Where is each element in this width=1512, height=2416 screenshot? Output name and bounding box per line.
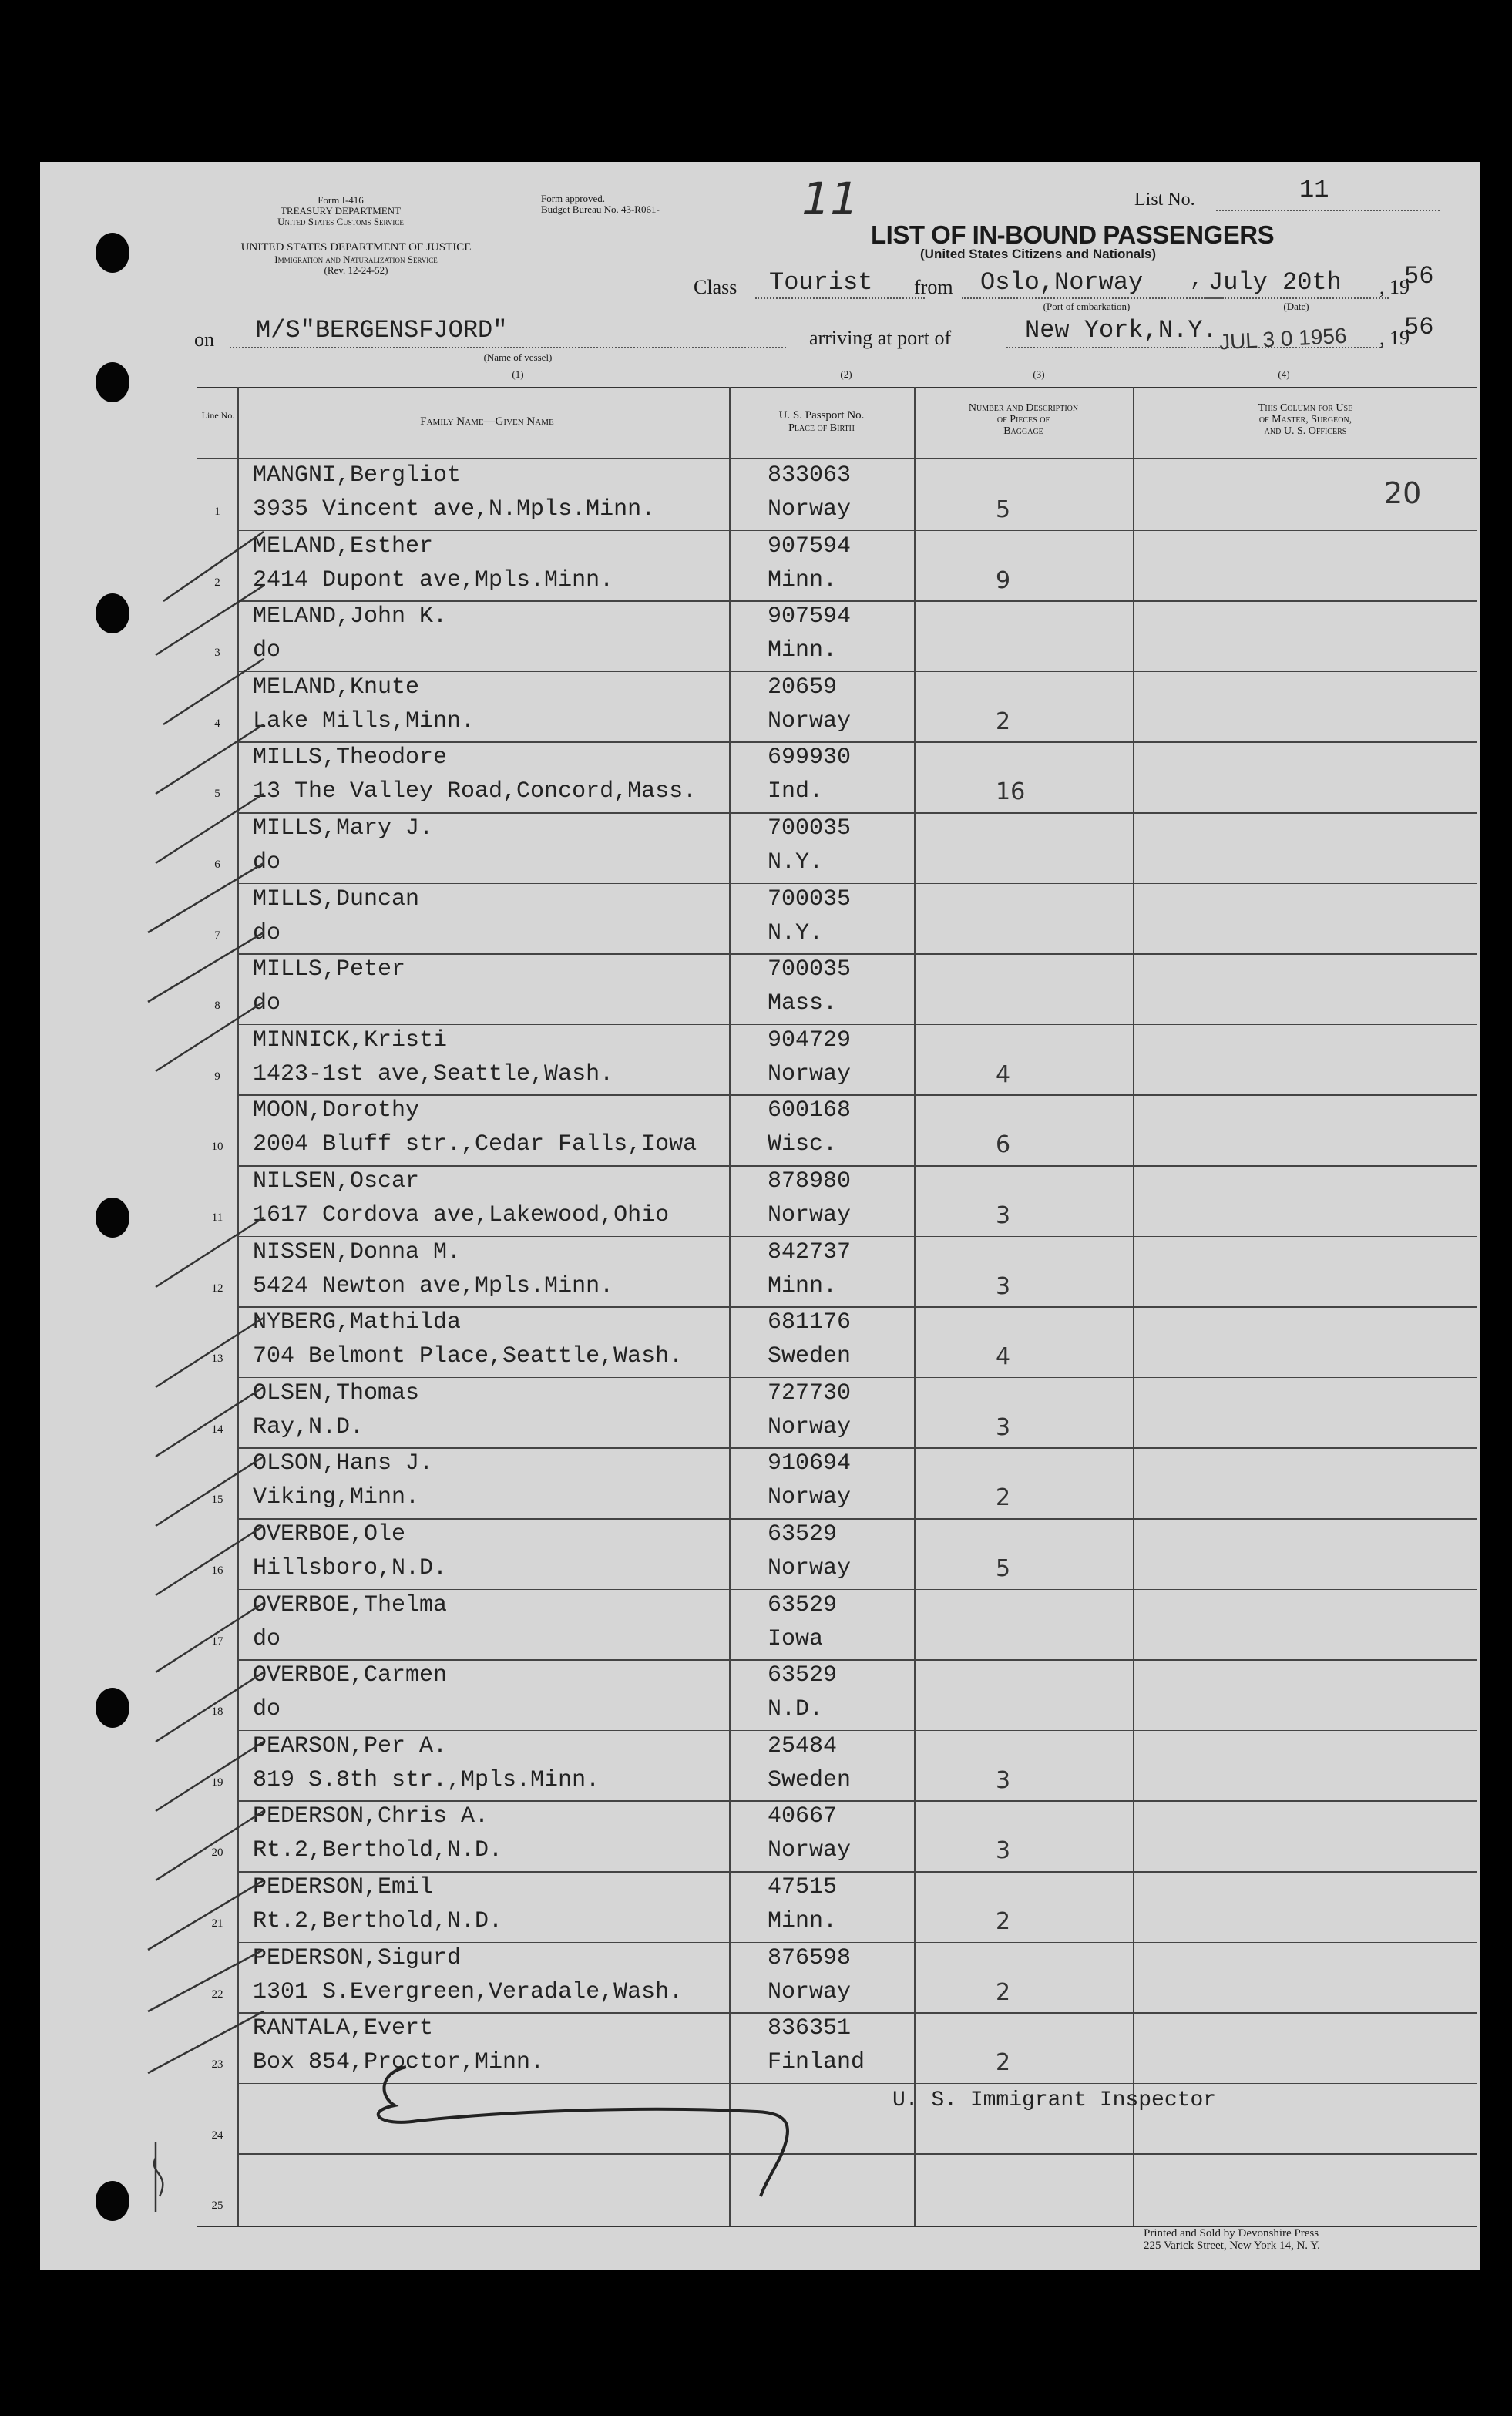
line-number: 2 [214,576,220,589]
line-number: 13 [211,1352,223,1366]
passenger-address: 2004 Bluff str.,Cedar Falls,Iowa [253,1131,697,1158]
justice-dept: UNITED STATES DEPARTMENT OF JUSTICE [240,241,472,254]
class-label: Class [694,276,738,298]
list-no-label: List No. [1134,190,1195,210]
place-of-birth: Norway [768,1060,852,1087]
passenger-address: do [253,1625,281,1652]
passenger-name: MILLS,Duncan [253,885,420,912]
date-value: July 20th [1208,268,1342,297]
place-of-birth: Minn. [768,1272,838,1299]
line-number: 20 [211,1846,223,1860]
printer-line-1: Printed and Sold by Devonshire Press [1144,2227,1319,2240]
baggage-count: 3 [996,1766,1011,1794]
punch-hole [96,1688,129,1728]
header-name: Family Name—Given Name [420,415,554,428]
place-of-birth: N.Y. [768,919,824,946]
place-of-birth: Norway [768,1484,852,1511]
passenger-address: 2414 Dupont ave,Mpls.Minn. [253,566,614,593]
place-of-birth: Norway [768,707,852,734]
line-number: 25 [211,2199,223,2213]
passenger-name: OVERBOE,Thelma [253,1591,448,1618]
col-num-1: (1) [512,368,524,380]
passenger-name: PEDERSON,Chris A. [253,1803,489,1830]
passport-number: 836351 [768,2015,852,2042]
passenger-address: do [253,919,281,946]
passenger-name: OVERBOE,Ole [253,1521,406,1547]
place-of-birth: Norway [768,1978,852,2005]
passenger-name: OLSEN,Thomas [253,1379,420,1406]
year-value: 56 [1404,262,1434,291]
from-label: from [914,276,953,298]
passenger-address: 1301 S.Evergreen,Veradale,Wash. [253,1978,684,2005]
passport-number: 47515 [768,1874,838,1900]
revision: (Rev. 12-24-52) [324,264,388,276]
arrival-port: New York,N.Y. [1025,316,1218,344]
passenger-name: MELAND,Knute [253,674,420,701]
place-of-birth: Minn. [768,1908,838,1934]
officer-note: 20 [1384,476,1422,510]
form-number: Form I-416 [318,194,364,206]
passport-number: 681176 [768,1309,852,1336]
line-number: 7 [214,929,220,942]
passenger-address: do [253,849,281,875]
class-line [755,297,925,299]
list-no-value: 11 [1299,176,1329,204]
baggage-count: 5 [996,496,1011,523]
inspector-label: U. S. Immigrant Inspector [892,2088,1217,2112]
header-baggage-2: of Pieces of [996,414,1050,425]
place-of-birth: Minn. [768,637,838,664]
punch-hole [96,1198,129,1238]
checkmark-strokes [133,501,271,2243]
port-embark-caption: (Port of embarkation) [1043,301,1131,312]
header-passport: U. S. Passport No. [778,409,865,422]
passenger-address: 819 S.8th str.,Mpls.Minn. [253,1766,600,1793]
passenger-name: MOON,Dorothy [253,1097,420,1124]
passenger-name: NISSEN,Donna M. [253,1238,462,1265]
line-number: 12 [211,1282,223,1295]
line-number: 5 [214,788,220,801]
passenger-name: NYBERG,Mathilda [253,1309,462,1336]
arrival-year-prefix: , 19 [1379,327,1410,349]
baggage-count: 3 [996,1272,1011,1300]
punch-hole [96,233,129,273]
date-line [1204,297,1389,299]
line-number: 22 [211,1988,223,2001]
place-of-birth: Mass. [768,990,838,1017]
passport-number: 40667 [768,1803,838,1830]
passport-number: 63529 [768,1662,838,1689]
baggage-count: 4 [996,1060,1011,1088]
baggage-count: 3 [996,1202,1011,1229]
punch-hole [96,362,129,402]
class-value: Tourist [769,268,873,297]
passenger-address: Viking,Minn. [253,1484,420,1511]
passenger-name: MANGNI,Bergliot [253,462,462,489]
passenger-name: OLSON,Hans J. [253,1450,434,1477]
passport-number: 699930 [768,744,852,771]
line-number: 15 [211,1494,223,1507]
passport-number: 25484 [768,1732,838,1759]
passport-number: 876598 [768,1944,852,1971]
passenger-address: do [253,637,281,664]
passport-number: 600168 [768,1097,852,1124]
date-caption: (Date) [1283,301,1309,312]
passport-number: 907594 [768,533,852,559]
baggage-count: 3 [996,1837,1011,1865]
passenger-address: 3935 Vincent ave,N.Mpls.Minn. [253,496,656,523]
passport-number: 833063 [768,462,852,489]
baggage-count: 2 [996,1908,1011,1935]
passenger-name: MELAND,Esther [253,533,434,559]
place-of-birth: N.Y. [768,849,824,875]
passenger-address: Lake Mills,Minn. [253,707,475,734]
passport-number: 700035 [768,956,852,983]
passenger-address: do [253,1696,281,1723]
vessel-caption: (Name of vessel) [483,351,553,363]
line-number: 4 [214,717,220,730]
header-officer-2: of Master, Surgeon, [1258,414,1352,425]
punch-hole [96,593,129,633]
baggage-count: 2 [996,2049,1011,2077]
passport-number: 700035 [768,885,852,912]
handwritten-number: 11 [795,173,865,225]
line-number: 14 [211,1423,223,1436]
place-of-birth: Minn. [768,566,838,593]
vessel-line [230,347,786,348]
ins-service: Immigration and Naturalization Service [274,254,438,265]
passenger-address: 704 Belmont Place,Seattle,Wash. [253,1343,684,1370]
passenger-name: PEARSON,Per A. [253,1732,448,1759]
passenger-name: MELAND,John K. [253,603,448,630]
header-birthplace: Place of Birth [788,422,855,434]
passport-number: 842737 [768,1238,852,1265]
place-of-birth: Norway [768,1413,852,1440]
page-title: LIST OF IN-BOUND PASSENGERS [871,220,1275,249]
col-num-3: (3) [1033,368,1045,380]
line-number: 11 [211,1211,223,1224]
line-number: 8 [214,1000,220,1013]
header-baggage-1: Number and Description [968,402,1079,414]
inspector-signature [348,2050,842,2204]
printer-line-2: 225 Varick Street, New York 14, N. Y. [1144,2240,1320,2252]
header-line-no: Line No. [201,410,235,421]
line-number: 17 [211,1635,223,1648]
passenger-address: Rt.2,Berthold,N.D. [253,1908,503,1934]
punch-hole [96,2181,129,2221]
passenger-address: 1423-1st ave,Seattle,Wash. [253,1060,614,1087]
passenger-name: MILLS,Theodore [253,744,448,771]
place-of-birth: Finland [768,2049,865,2076]
place-of-birth: Norway [768,1555,852,1581]
header-officer-1: This Column for Use [1258,402,1353,414]
arriving-label: arriving at port of [809,327,952,349]
passport-number: 727730 [768,1379,852,1406]
place-of-birth: Sweden [768,1766,852,1793]
baggage-count: 3 [996,1413,1011,1441]
baggage-count: 16 [996,778,1026,806]
place-of-birth: Ind. [768,778,824,805]
passenger-name: PEDERSON,Emil [253,1874,434,1900]
line-number: 23 [211,2058,223,2072]
passport-number: 700035 [768,815,852,842]
passenger-address: 5424 Newton ave,Mpls.Minn. [253,1272,614,1299]
header-baggage-3: Baggage [1003,425,1043,437]
passport-number: 63529 [768,1591,838,1618]
budget-bureau: Budget Bureau No. 43-R061- [541,203,660,215]
page-subtitle: (United States Citizens and Nationals) [920,247,1157,261]
list-no-line [1216,210,1440,211]
on-label: on [194,328,214,351]
passport-number: 20659 [768,674,838,701]
passport-number: 907594 [768,603,852,630]
passenger-address: Ray,N.D. [253,1413,365,1440]
customs-service: United States Customs Service [277,216,404,227]
passport-number: 910694 [768,1450,852,1477]
line-number: 1 [214,506,220,518]
place-of-birth: Norway [768,1837,852,1864]
port-of-embarkation: Oslo,Norway [980,268,1144,297]
passenger-address: Box 854,Proctor,Minn. [253,2049,545,2076]
vessel-name: M/S"BERGENSFJORD" [256,316,508,344]
passenger-address: do [253,990,281,1017]
baggage-count: 4 [996,1343,1011,1371]
col-num-2: (2) [840,368,852,380]
place-of-birth: Norway [768,1202,852,1228]
baggage-count: 2 [996,1978,1011,2006]
arrival-date-stamp: JUL 3 0 1956 [1218,323,1348,355]
passenger-name: RANTALA,Evert [253,2015,434,2042]
passenger-name: OVERBOE,Carmen [253,1662,448,1689]
passport-number: 63529 [768,1521,838,1547]
line-number: 24 [211,2129,223,2142]
line-number: 3 [214,647,220,660]
place-of-birth: Norway [768,496,852,523]
place-of-birth: Iowa [768,1625,824,1652]
line-number: 18 [211,1705,223,1719]
baggage-count: 5 [996,1555,1011,1582]
line-number: 21 [211,1917,223,1930]
year-prefix: , 19 [1379,276,1410,298]
passenger-name: MINNICK,Kristi [253,1027,448,1053]
place-of-birth: N.D. [768,1696,824,1723]
line-number: 9 [214,1070,220,1083]
line-number: 16 [211,1564,223,1577]
treasury-dept: TREASURY DEPARTMENT [280,205,402,217]
place-of-birth: Sweden [768,1343,852,1370]
passenger-address: 1617 Cordova ave,Lakewood,Ohio [253,1202,670,1228]
passenger-name: MILLS,Peter [253,956,406,983]
passenger-name: MILLS,Mary J. [253,815,434,842]
manifest-page: Form I-416 TREASURY DEPARTMENT United States Customs Service Form approved. Budget Bureau No. 43-R061- UNITED STATES DEPARTMENT OF JUSTICE Immigration and Naturalization Service (Rev. 12-24-52) 11 LIST OF IN-BOUND PASSENGERS (United States Citizens and Nationals) List No. 11 Class Tourist from Oslo,Norway (Port of embarkation) , July 20th (Date) , 19 56 on M/S"BERGENSFJORD" (Name of vessel) (1) arriving at port of New York,N.Y. JUL 3 0 1956 , 19 56 (2) (3) (4) Line No. Family Name—Given Name U. S. Passport No. Place of Birth Number and Description of Pieces of Baggage This Column for Use of Master, Surgeon, and U. S. Officers 1 MANGNI,Bergliot 3935 Vincent ave,N.Mpls.Minn. 833063 Norway 5 20 2 MELAND,Esther 2414 Dupont ave,Mpls.Minn. 907594 Minn. 9 3 MELAND,John K. do 907594 Minn. 4 MELAND,Knute Lake Mills,Minn. 20659 Norway 2 5 MILLS,Theodore 13 The Valley Road,Concord,Mass. 699930 Ind. 16 6 MILLS,Mary J. do 700035 N.Y. 7 MILLS,Duncan do 700035 N.Y. 8 MILLS,Peter do 700035 Mass. 9 MINNICK,Kristi 1423-1st ave,Seattle,Wash. 904729 Norway 4 10 MOON,Dorothy 2004 Bluff str.,Cedar Falls,Iowa 600168 Wisc. 6 11 NILSEN,Oscar 1617 Cordova ave,Lakewood,Ohio 878980 Norway 3 12 NISSEN,Donna M. 5424 Newton ave,Mpls.Minn. 842737 Minn. 3 13 NYBERG,Mathilda 704 Belmont Place,Seattle,Wash. 681176 Sweden 4 14 OLSEN,Thomas Ray,N.D. 727730 Norway 3 15 OLSON,Hans J. Viking,Minn. 910694 Norway 2 16 OVERBOE,Ole Hillsboro,N.D. 63529 Norway 5 17 OVERBOE,Thelma do 63529 Iowa 18 OVERBOE,Carmen do 63529 N.D. 19 PEARSON,Per A. 819 S.8th str.,Mpls.Minn. 25484 Sweden 3 20 PEDERSON,Chris A. Rt.2,Berthold,N.D. 40667 Norway 3 21 PEDERSON,Emil Rt.2,Berthold,N.D. 47515 Minn. 2 22 PEDERSON,Sigurd 1301 S.Evergreen,Veradale,Wash. 876598 Norway 2 23 RANTALA,Evert Box 854,Proctor,Minn. 836351 Finland 2 24 25 U. S. Immigrant Inspector Printed and Sold by Devonshire Press 225 Varick Street, New York 14, N. Y. [40,162,1480,2270]
baggage-count: 2 [996,1484,1011,1512]
passport-number: 878980 [768,1168,852,1195]
passenger-address: Hillsboro,N.D. [253,1555,448,1581]
line-number: 19 [211,1776,223,1789]
form-approved: Form approved. [541,193,606,204]
baggage-count: 9 [996,566,1011,594]
place-of-birth: Wisc. [768,1131,838,1158]
passenger-name: PEDERSON,Sigurd [253,1944,462,1971]
from-line [962,297,1224,299]
line-number: 6 [214,859,220,871]
passport-number: 904729 [768,1027,852,1053]
header-officer-3: and U. S. Officers [1264,425,1347,437]
baggage-count: 2 [996,707,1011,735]
line-number: 10 [211,1141,223,1154]
col-num-4: (4) [1278,368,1290,380]
passenger-name: NILSEN,Oscar [253,1168,420,1195]
baggage-count: 6 [996,1131,1011,1159]
passenger-address: 13 The Valley Road,Concord,Mass. [253,778,697,805]
passenger-address: Rt.2,Berthold,N.D. [253,1837,503,1864]
arrival-year: 56 [1404,313,1434,341]
